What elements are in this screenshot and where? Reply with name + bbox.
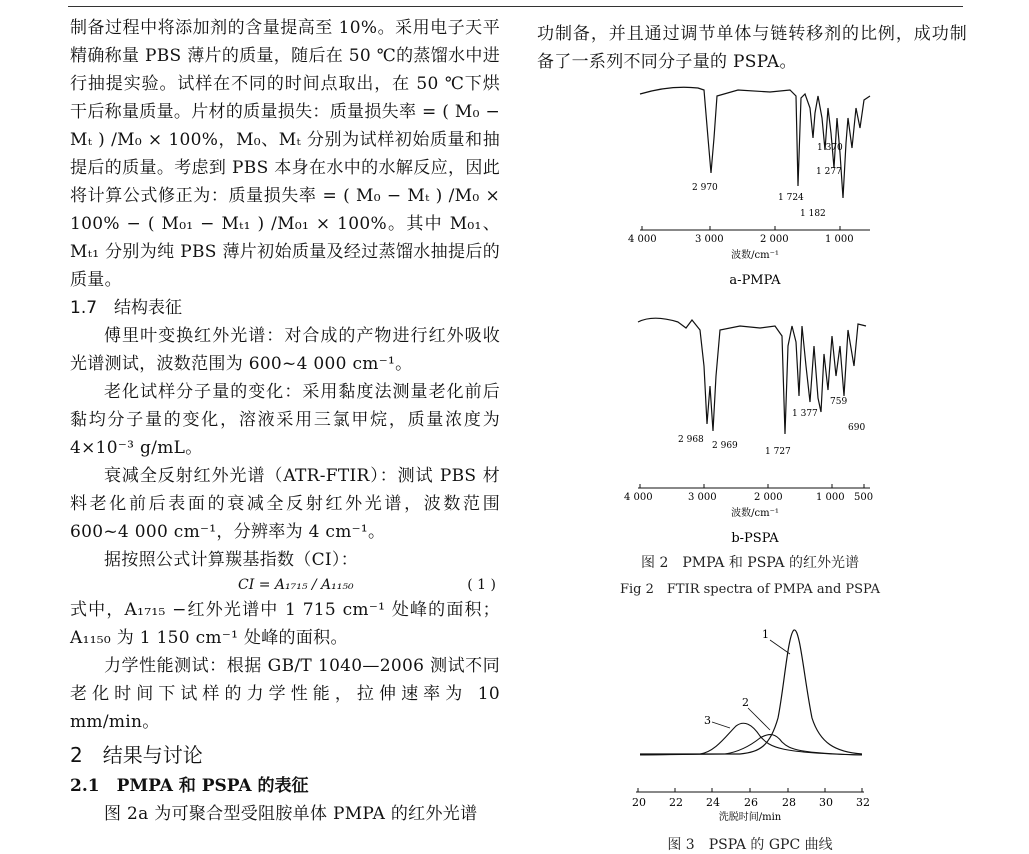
figure-2-caption-en: Fig 2 FTIR spectra of PMPA and PSPA xyxy=(619,582,880,597)
peak-label: 1 724 xyxy=(778,193,804,203)
peak-label: 759 xyxy=(830,397,848,407)
tick-label: 2 000 xyxy=(754,492,783,503)
equation-number: ( 1 ) xyxy=(467,577,496,593)
section-2-1-heading: 2.1 PMPA 和 PSPA 的表征 xyxy=(70,776,309,796)
tick-label: 1 000 xyxy=(825,234,854,245)
paragraph-extraction: 制备过程中将添加剂的含量提高至 10%。采用电子天平精确称量 PBS 薄片的质量，随后在 50 ℃的蒸馏水中进行抽提实验。试样在不同的时间点取出，在 50 ℃下烘干后称量质量。片材的质量损失：质量损失率 = ( M₀ − Mₜ ) /M₀ × 100%，M₀、Mₜ 分别为试样初始质量和抽提后的质量。考虑到 PBS 本身在水中的水解反应，因此将计算公式修正为：质量损失率 = ( M₀ − Mₜ ) /M₀ × 100% − ( M₀₁ − Mₜ₁ ) /M₀₁ × 100%。其中 M₀₁、Mₜ₁ 分别为纯 PBS 薄片初始质量及经过蒸馏水抽提后的质量。 xyxy=(70,18,500,290)
tick-label: 1 000 xyxy=(816,492,845,503)
section-2-heading: 2 结果与讨论 xyxy=(70,743,203,767)
figure-3-caption-cn: 图 3 PSPA 的 GPC 曲线 xyxy=(667,837,833,853)
x-axis-label: 波数/cm⁻¹ xyxy=(731,250,779,261)
tick-label: 4 000 xyxy=(628,234,657,245)
peak-label: 2 970 xyxy=(692,183,718,193)
header-rule xyxy=(68,6,963,7)
tick-label: 26 xyxy=(744,796,758,809)
peak-label: 1 727 xyxy=(765,447,791,457)
figure-2b-ftir-pspa xyxy=(620,306,890,546)
tick-label: 32 xyxy=(856,796,870,809)
paragraph-pspa-prep: 功制备，并且通过调节单体与链转移剂的比例，成功制备了一系列不同分子量的 PSPA。 xyxy=(537,24,967,72)
paragraph-fig2a: 图 2a 为可聚合型受阻胺单体 PMPA 的红外光谱 xyxy=(104,804,478,824)
paragraph-ci-intro: 据按照公式计算羰基指数（CI）： xyxy=(104,550,359,570)
tick-label: 500 xyxy=(854,492,874,503)
tick-label: 20 xyxy=(632,796,646,809)
peak-label: 1 182 xyxy=(800,209,826,219)
peak-label: 1 370 xyxy=(817,143,843,153)
paragraph-mechanical: 力学性能测试：根据 GB/T 1040—2006 测试不同老化时间下试样的力学性能，拉伸速率为 10 mm/min。 xyxy=(70,656,500,732)
peak-label: 2 968 xyxy=(678,435,704,445)
tick-label: 30 xyxy=(819,796,833,809)
subfigure-label-a: a-PMPA xyxy=(729,273,781,288)
curve-label: 2 xyxy=(742,696,749,709)
spectrum-b-line xyxy=(638,318,866,434)
peak-label: 1 277 xyxy=(816,167,842,177)
paragraph-atr-ftir: 衰减全反射红外光谱（ATR-FTIR）：测试 PBS 材料老化前后表面的衰减全反射红外光谱，波数范围 600~4 000 cm⁻¹，分辨率为 4 cm⁻¹。 xyxy=(70,466,500,542)
figure-3-gpc xyxy=(620,618,880,828)
curve-label: 1 xyxy=(762,628,769,641)
left-column xyxy=(70,14,500,828)
peak-label: 690 xyxy=(848,423,866,433)
tick-label: 2 000 xyxy=(760,234,789,245)
paragraph-molecular-weight: 老化试样分子量的变化：采用黏度法测量老化前后黏均分子量的变化，溶液采用三氯甲烷，质量浓度为 4×10⁻³ g/mL。 xyxy=(70,382,500,458)
right-column xyxy=(537,20,967,76)
equation-1 xyxy=(70,574,500,596)
section-1-7-heading: 1.7 结构表征 xyxy=(70,298,183,318)
tick-label: 22 xyxy=(669,796,683,809)
peak-label: 2 969 xyxy=(712,441,738,451)
figure-2a-ftir-pmpa xyxy=(620,78,890,288)
subfigure-label-b: b-PSPA xyxy=(731,531,779,546)
equation-body: CI = A₁₇₁₅ / A₁₁₅₀ xyxy=(238,577,354,593)
tick-label: 24 xyxy=(706,796,720,809)
paragraph-eq-explain: 式中，A₁₇₁₅ −红外光谱中 1 715 cm⁻¹ 处峰的面积；A₁₁₅₀ 为 1 150 cm⁻¹ 处峰的面积。 xyxy=(70,600,500,648)
gpc-curve-1 xyxy=(640,630,862,754)
curve-label: 3 xyxy=(704,714,711,727)
x-axis-label: 波数/cm⁻¹ xyxy=(731,508,779,519)
peak-label: 1 377 xyxy=(792,409,818,419)
tick-label: 3 000 xyxy=(695,234,724,245)
tick-label: 28 xyxy=(782,796,796,809)
x-axis-label: 洗脱时间/min xyxy=(718,812,782,823)
tick-label: 4 000 xyxy=(624,492,653,503)
figure-2-caption-cn: 图 2 PMPA 和 PSPA 的红外光谱 xyxy=(641,555,859,571)
paragraph-ftir: 傅里叶变换红外光谱：对合成的产物进行红外吸收光谱测试，波数范围为 600~4 000 cm⁻¹。 xyxy=(70,326,500,374)
tick-label: 3 000 xyxy=(688,492,717,503)
gpc-curve-3 xyxy=(640,723,862,755)
